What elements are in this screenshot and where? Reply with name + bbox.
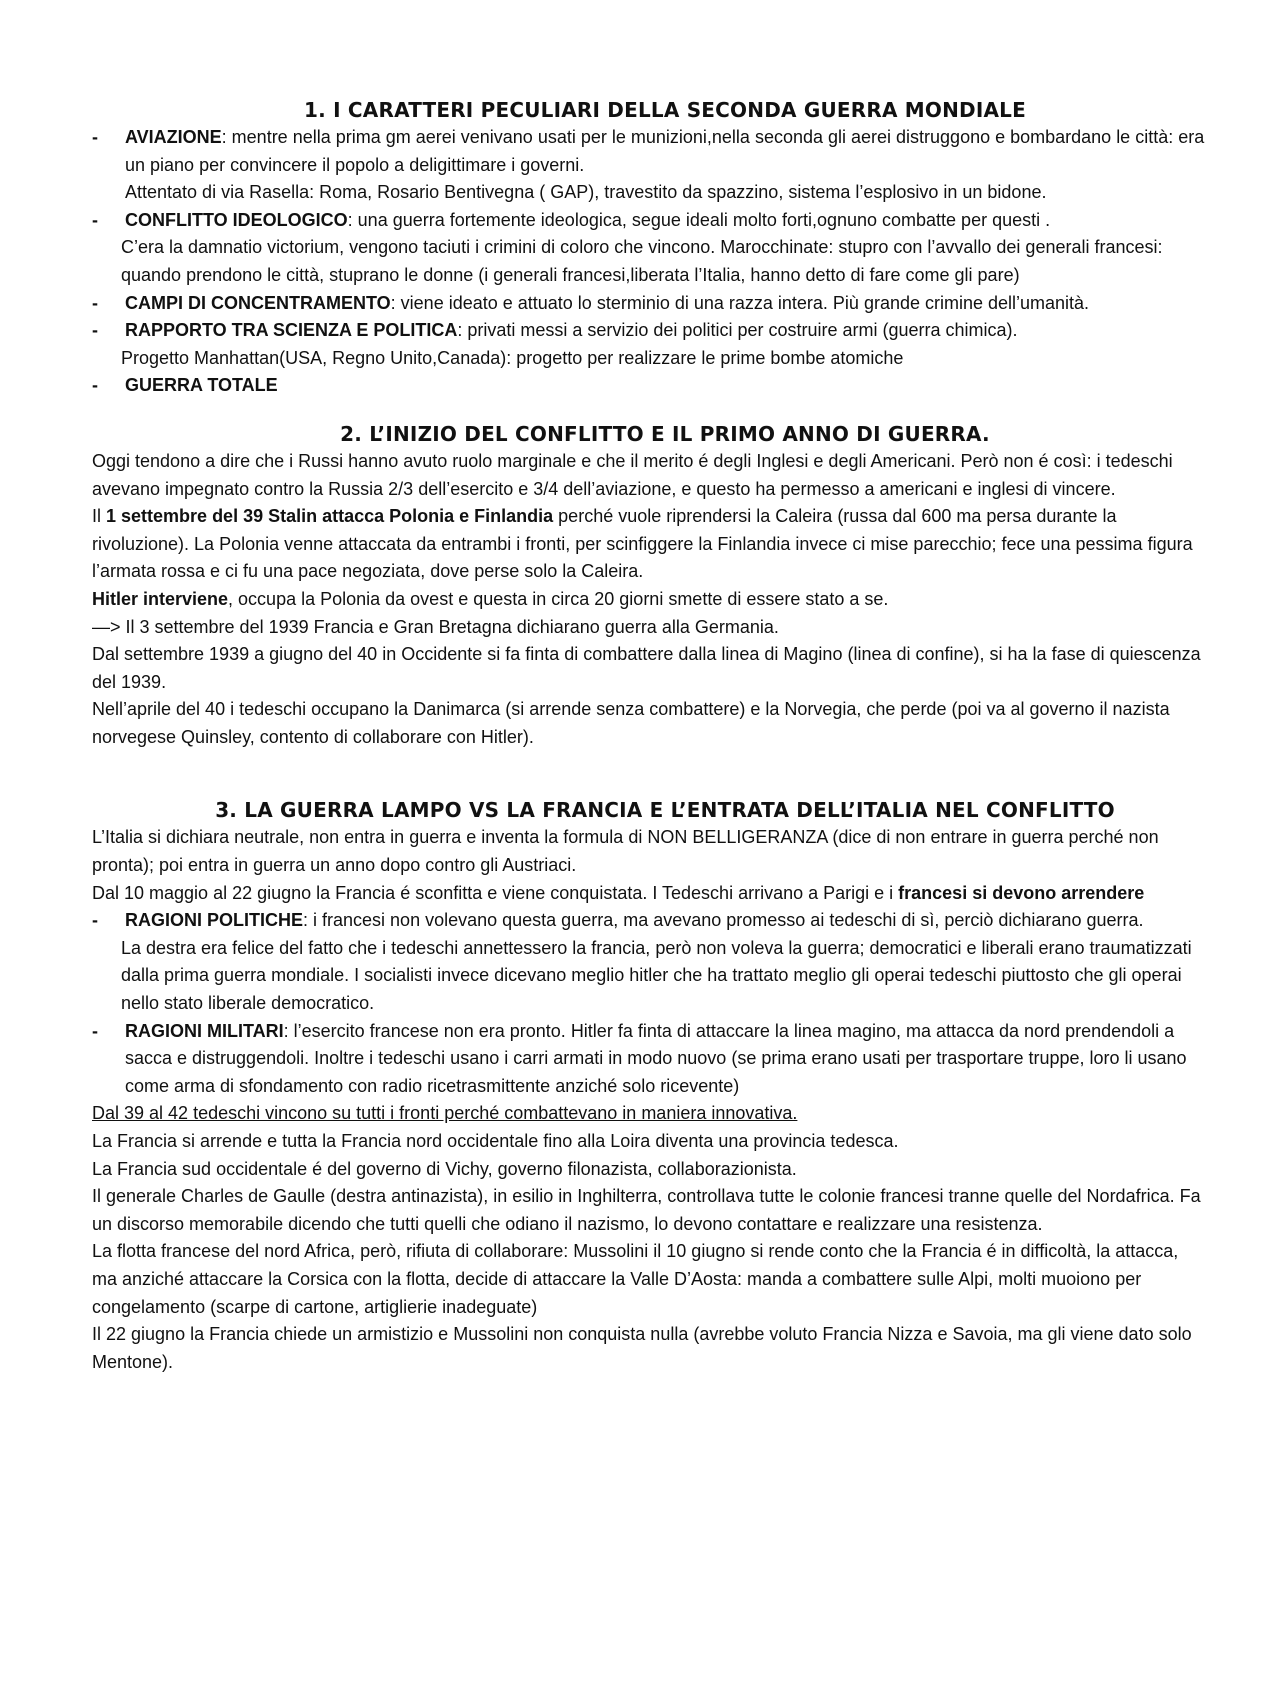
s3-p2-lead: Dal 10 maggio al 22 giugno la Francia é sconfitta e viene conquistata. I Tedeschi arrivano a Parigi e i	[92, 882, 899, 903]
section-2-paragraph-3	[92, 586, 1208, 614]
bullet-dash: -	[92, 292, 98, 313]
bullet-dash: -	[92, 375, 98, 396]
list-item-campi	[92, 290, 1208, 318]
list-item-aviazione	[92, 124, 1208, 179]
bullet-dash: -	[92, 209, 98, 230]
ragioni-politiche-extra: La destra era felice del fatto che i tedeschi annettessero la francia, però non voleva la guerra; democratici e liberali erano traumatizzati dalla prima guerra mondiale. I socialisti invece dicevano meglio hitler che ha trattato meglio gli operai tedeschi piuttosto che gli operai nello stato liberale democratico.	[121, 937, 1192, 1014]
aviazione-extra: Attentato di via Rasella: Roma, Rosario Bentivegna ( GAP), travestito da spazzino, sistema l’esplosivo in un bidone.	[125, 182, 1047, 203]
term-ragioni-militari: RAGIONI MILITARI	[125, 1020, 284, 1041]
section-3-paragraph-3: La Francia si arrende e tutta la Francia nord occidentale fino alla Loira diventa una provincia tedesca.	[92, 1131, 899, 1151]
term-rapporto: RAPPORTO TRA SCIENZA E POLITICA	[125, 320, 458, 341]
p2-bold: 1 settembre del 39 Stalin attacca Polonia e Finlandia	[106, 506, 554, 527]
section-3-paragraph-7: Il 22 giugno la Francia chiede un armistizio e Mussolini non conquista nulla (avrebbe voluto Francia Nizza e Savoia, ma gli viene dato solo Mentone).	[92, 1324, 1192, 1372]
section-3-paragraph-5: Il generale Charles de Gaulle (destra antinazista), in esilio in Inghilterra, controllava tutte le colonie francesi tranne quelle del Nordafrica. Fa un discorso memorabile dicendo che tutti quelli che odiano il nazismo, lo devono contattare e realizzare una resistenza.	[92, 1186, 1201, 1234]
section-2-title: 2. L’INIZIO DEL CONFLITTO E IL PRIMO ANNO DI GUERRA.	[340, 421, 990, 446]
bullet-dash: -	[92, 127, 98, 147]
term-aviazione: AVIAZIONE	[125, 127, 222, 147]
section-3-paragraph-2	[92, 880, 1208, 908]
section-3-title: 3. LA GUERRA LAMPO VS LA FRANCIA E L’ENTRATA DELL’ITALIA NEL CONFLITTO	[215, 798, 1115, 823]
rapporto-text: : privati messi a servizio dei politici per costruire armi (guerra chimica).	[457, 320, 1018, 341]
section-2-paragraph-2	[92, 503, 1208, 586]
s3-p2-bold: francesi si devono arrendere	[898, 882, 1145, 903]
section-1-title: 1. I CARATTERI PECULIARI DELLA SECONDA GUERRA MONDIALE	[304, 98, 1026, 122]
list-item-guerra-totale	[92, 372, 1208, 400]
ragioni-politiche-text: : i francesi non volevano questa guerra, ma avevano promesso ai tedeschi di sì, perciò dichiarano guerra.	[303, 910, 1144, 931]
term-guerra-totale: GUERRA TOTALE	[125, 375, 278, 396]
list-item-rapporto	[92, 317, 1208, 345]
aviazione-text: : mentre nella prima gm aerei venivano usati per le munizioni,nella seconda gli aerei distruggono e bombardano le città: era un piano per convincere il popolo a deligittimare i governi.	[125, 127, 1205, 175]
term-conflitto: CONFLITTO IDEOLOGICO	[125, 209, 348, 230]
conflitto-extra: C’era la damnatio victorium, vengono taciuti i crimini di coloro che vincono. Marocchinate: stupro con l’avvallo dei generali francesi: quando prendono le città, stuprano le donne (i generali francesi,liberata l’Italia, hanno detto di fare come gli pare)	[121, 237, 1163, 285]
list-item-ragioni-militari	[92, 1018, 1208, 1101]
underlined-statement	[92, 1100, 1208, 1128]
list-item-ragioni-politiche	[92, 907, 1208, 935]
section-3-paragraph-4: La Francia sud occidentale é del governo di Vichy, governo filonazista, collaborazionista.	[92, 1158, 797, 1179]
ragioni-militari-text: : l’esercito francese non era pronto. Hitler fa finta di attaccare la linea magino, ma attacca da nord prendendoli a sacca e distruggendoli. Inoltre i tedeschi usano i carri armati in modo nuovo (se prima erano usati per trasportare truppe, loro li usano come arma di sfondamento con radio ricetrasmittente anziché solo ricevente)	[125, 1020, 1187, 1096]
bullet-dash: -	[92, 320, 98, 341]
section-2-paragraph-4: —> Il 3 settembre del 1939 Francia e Gran Bretagna dichiarano guerra alla Germania.	[92, 616, 779, 637]
rapporto-extra: Progetto Manhattan(USA, Regno Unito,Canada): progetto per realizzare le prime bombe atomiche	[121, 347, 904, 368]
term-campi: CAMPI DI CONCENTRAMENTO	[125, 292, 391, 313]
bullet-dash: -	[92, 910, 98, 931]
term-ragioni-politiche: RAGIONI POLITICHE	[125, 910, 304, 931]
section-3-paragraph-1: L’Italia si dichiara neutrale, non entra in guerra e inventa la formula di NON BELLIGERANZA (dice di non entrare in guerra perché non pronta); poi entra in guerra un anno dopo contro gli Austriaci.	[92, 827, 1159, 876]
p2-rest: perché vuole riprendersi la Caleira (russa dal 600 ma persa durante la rivoluzione). La Polonia venne attaccata da entrambi i fronti, per scinfiggere la Finlandia invece ci mise parecchio; fece una pessima figura l’armata rossa e ci fu una pace negoziata, dove perse solo la Caleira.	[92, 506, 1193, 582]
underlined-text: Dal 39 al 42 tedeschi vincono su tutti i fronti perché combattevano in maniera innovativa.	[92, 1103, 798, 1124]
section-2-paragraph-6: Nell’aprile del 40 i tedeschi occupano la Danimarca (si arrende senza combattere) e la Norvegia, che perde (poi va al governo il nazista norvegese Quinsley, contento di collaborare con Hitler).	[92, 699, 1170, 747]
p3-bold: Hitler interviene	[92, 588, 229, 609]
campi-text: : viene ideato e attuato lo sterminio di una razza intera. Più grande crimine dell’umanità.	[390, 292, 1090, 313]
section-3-paragraph-6: La flotta francese del nord Africa, però, rifiuta di collaborare: Mussolini il 10 giugno si rende conto che la Francia é in difficoltà, la attacca, ma anziché attaccare la Corsica con la flotta, decide di attaccare la Valle D’Aosta: manda a combattere sulle Alpi, molti muoiono per congelamento (scarpe di cartone, artiglierie inadeguate)	[92, 1241, 1179, 1317]
bullet-dash: -	[92, 1020, 98, 1041]
section-2-paragraph-5: Dal settembre 1939 a giugno del 40 in Occidente si fa finta di combattere dalla linea di Magino (linea di confine), si ha la fase di quiescenza del 1939.	[92, 644, 1201, 692]
p2-lead: Il	[92, 506, 107, 527]
p3-rest: , occupa la Polonia da ovest e questa in circa 20 giorni smette di essere stato a se.	[228, 588, 889, 609]
conflitto-text: : una guerra fortemente ideologica, segue ideali molto forti,ognuno combatte per questi .	[347, 209, 1051, 230]
section-2-paragraph-1: Oggi tendono a dire che i Russi hanno avuto ruolo marginale e che il merito é degli Inglesi e degli Americani. Però non é così: i tedeschi avevano impegnato contro la Russia 2/3 dell’esercito e 3/4 dell’aviazione, e questo ha permesso a americani e inglesi di vincere.	[92, 450, 1173, 499]
list-item-conflitto	[92, 207, 1208, 235]
